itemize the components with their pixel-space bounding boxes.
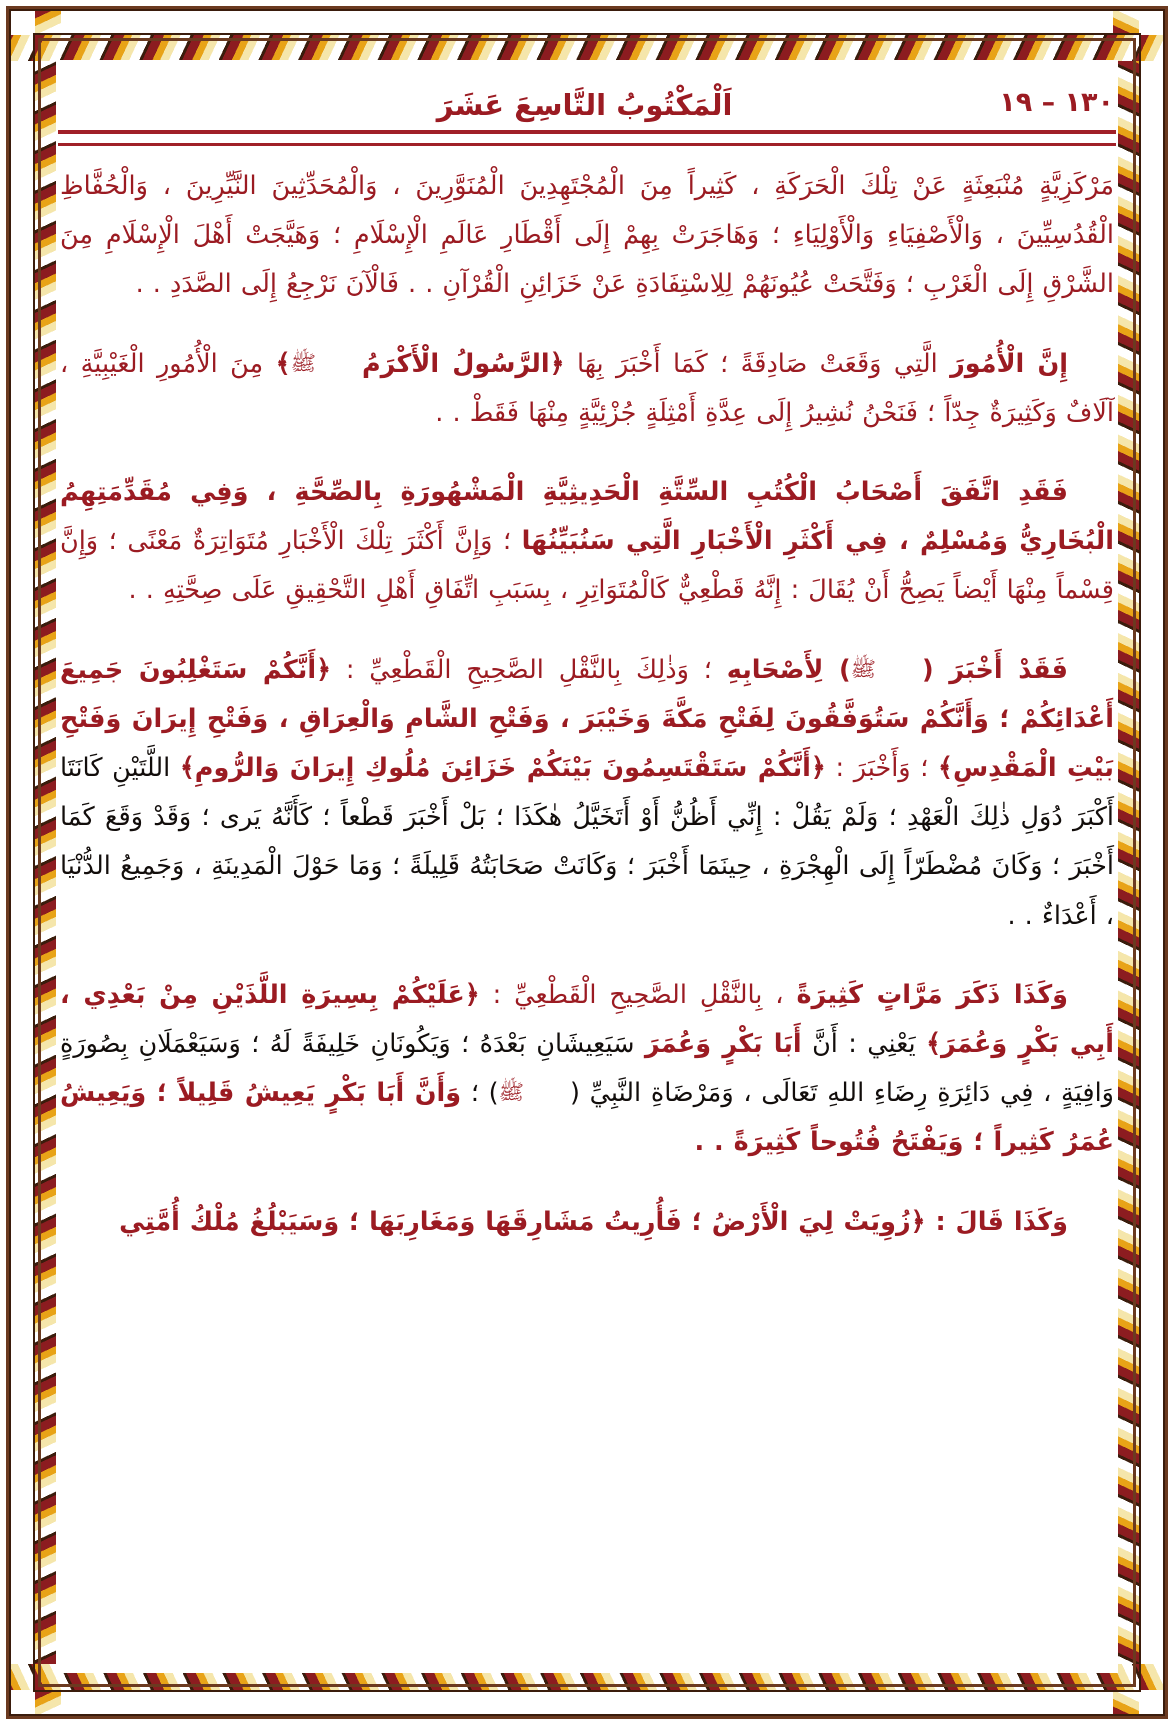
body-text: [56, 162, 1118, 1247]
text-run: مِنَ الْأُمُورِ الْغَيْبِيَّةِ ، آلَافٌ وَكَثِيرَةٌ جِدّاً ؛ فَنَحْنُ نُشِيرُ إِلَى عِدَّةِ أَمْثِلَةٍ جُزْئِيَّةٍ مِنْهَا فَقَطْ . .: [60, 348, 1114, 428]
paragraph: [60, 468, 1114, 616]
honorific-pbuh-icon: ﷺ: [850, 656, 876, 681]
text-run: ؛: [461, 1078, 489, 1109]
text-run: اللَّتَيْنِ كَانَتَا أَكْبَرَ دُوَلِ ذٰلِكَ الْعَهْدِ ؛ وَلَمْ يَقُلْ : إِنِّي أَظُنُّ أَوْ أَتَخَيَّلُ هٰكَذَا ؛ بَلْ أَخْبَرَ قَطْعاً ؛ كَأَنَّهُ يَرى ؛ وَقَدْ وَقَعَ كَمَا أَخْبَرَ ؛ وَكَانَ مُضْطَرّاً إِلَى الْهِجْرَةِ ، حِينَمَا أَخْبَرَ ؛ وَكَانَتْ صَحَابَتُهُ قَلِيلَةً ؛ وَمَا حَوْلَ الْمَدِينَةِ ، وَجَمِيعُ الدُّنْيَا ، أَعْدَاءٌ . .: [60, 753, 1114, 931]
text-run: ): [488, 1078, 499, 1109]
page-content: [56, 60, 1118, 1673]
page-header: [56, 60, 1118, 122]
text-run: يَعْنِي : أَنَّ: [801, 1029, 927, 1060]
text-run: ؛ وَأَخْبَرَ :: [825, 753, 938, 784]
text-run: فَقَدِ اتَّفَقَ أَصْحَابُ الْكُتُبِ السِّتَّةِ الْحَدِيثِيَّةِ الْمَشْهُورَةِ بِالصِّحَّةِ ، وَفِي مُقَدِّمَتِهِمُ الْبُخَارِيُّ وَمُسْلِمٌ ، فِي أَكْثَرِ الْأَخْبَارِ الَّتِي سَنُبَيِّنُهَا: [60, 477, 1114, 557]
text-run: ﴿زُوِيَتْ لِيَ الْأَرْضُ ؛ فَأُرِيتُ مَشَارِقَهَا وَمَغَارِبَهَا ؛ وَسَيَبْلُغُ مُلْكُ أُمَّتِي: [119, 1206, 926, 1237]
text-run: إِنَّ الْأُمُورَ: [950, 348, 1068, 379]
text-run: سَيَعِيشَانِ بَعْدَهُ ؛ وَيَكُونَانِ خَلِيفَةً لَهُ ؛ وَسَيَعْمَلَانِ بِصُورَةٍ وَافِيَةٍ ، فِي دَائِرَةِ رِضَاءِ اللهِ تَعَالَى ، وَمَرْضَاةِ النَّبِيِّ (: [60, 1029, 1114, 1109]
text-run: وَكَذَا قَالَ :: [925, 1206, 1068, 1237]
text-run: مَرْكَزِيَّةٍ مُنْبَعِثَةٍ عَنْ تِلْكَ الْحَرَكَةِ ، كَثِيراً مِنَ الْمُجْتَهِدِينَ الْمُنَوَّرِينَ ، وَالْمُحَدِّثِينَ النَّيِّرِينَ ، وَالْحُفَّاظِ الْقُدُسِيِّينَ ، وَالْأَصْفِيَاءِ وَالْأَوْلِيَاءِ ؛ وَهَاجَرَتْ بِهِمْ إِلَى أَقْطَارِ عَالَمِ الْإِسْلَامِ ؛ وَهَيَّجَتْ أَهْلَ الْإِسْلَامِ مِنَ الشَّرْقِ إِلَى الْغَرْبِ ؛ وَفَتَّحَتْ عُيُونَهُمْ لِلِاسْتِفَادَةِ عَنْ خَزَائِنِ الْقُرْآنِ . . فَالْآنَ نَرْجِعُ إِلَى الصَّدَدِ . .: [60, 171, 1114, 300]
honorific-pbuh-icon: ﷺ: [290, 350, 316, 375]
honorific-pbuh-icon: ﷺ: [498, 1080, 524, 1105]
text-run: ﴿أَنَّكُمْ سَتَقْتَسِمُونَ بَيْنَكُمْ خَزَائِنَ مُلُوكِ إِيرَانَ وَالرُّومِ﴾: [179, 753, 826, 784]
paragraph: [60, 340, 1114, 438]
text-run: ، بِالنَّقْلِ الصَّحِيحِ الْقَطْعِيِّ :: [479, 979, 797, 1010]
text-run: ﴾: [275, 348, 291, 379]
paragraph: [60, 1198, 1114, 1247]
text-run: ﴿عَلَيْكُمْ بِسِيرَةِ اللَّذَيْنِ مِنْ بَعْدِي ، أَبِي بَكْرٍ وَعُمَرَ﴾: [60, 979, 1114, 1060]
text-run: الَّتِي وَقَعَتْ صَادِقَةً ؛ كَمَا أَخْبَرَ بِهَا: [564, 348, 951, 379]
text-run: وَكَذَا ذَكَرَ مَرَّاتٍ كَثِيرَةً: [796, 979, 1069, 1010]
header-divider-rule: [58, 130, 1116, 146]
text-run: أَبَا بَكْرٍ وَعُمَرَ: [644, 1029, 802, 1060]
paragraph: [60, 162, 1114, 310]
paragraph: [60, 646, 1114, 941]
text-run: ؛ وَإِنَّ أَكْثَرَ تِلْكَ الْأَخْبَارِ مُتَوَاتِرَةٌ مَعْنًى ؛ وَإِنَّ قِسْماً مِنْهَا أَيْضاً يَصِحُّ أَنْ يُقَالَ : إِنَّهُ قَطْعِيٌّ كَالْمُتَوَاتِرِ ، بِسَبَبِ اتِّفَاقِ أَهْلِ التَّحْقِيقِ عَلَى صِحَّتِهِ . .: [60, 526, 1114, 606]
text-run: ﴿الرَّسُولُ الْأَكْرَمُ: [361, 348, 565, 379]
text-run: ؛ وَذٰلِكَ بِالنَّقْلِ الصَّحِيحِ الْقَطْعِيِّ :: [331, 654, 727, 685]
text-run: فَقَدْ أَخْبَرَ (: [921, 654, 1068, 685]
paragraph: [60, 971, 1114, 1168]
text-run: ) لِأَصْحَابِهِ: [726, 654, 851, 685]
text-run: ﴿أَنَّكُمْ سَتَغْلِبُونَ جَمِيعَ أَعْدَائِكُمْ ؛ وَأَنَّكُمْ سَتُوَفَّقُونَ لِفَتْحِ مَكَّةَ وَخَيْبَرَ ، وَفَتْحِ الشَّامِ وَالْعِرَاقِ ، وَفَتْحِ إِيرَانَ وَفَتْحِ بَيْتِ الْمَقْدِسِ﴾: [60, 654, 1115, 784]
page-title: اَلْمَكْتُوبُ التَّاسِعَ عَشَرَ: [436, 87, 733, 122]
text-run: وَأَنَّ أَبَا بَكْرٍ يَعِيشُ قَلِيلاً ؛ وَيَعِيشُ عُمَرُ كَثِيراً ؛ وَيَفْتَحُ فُتُوحاً كَثِيرَةً . .: [60, 1078, 1114, 1158]
page-number: ١٣٠ – ١٩: [999, 87, 1114, 118]
